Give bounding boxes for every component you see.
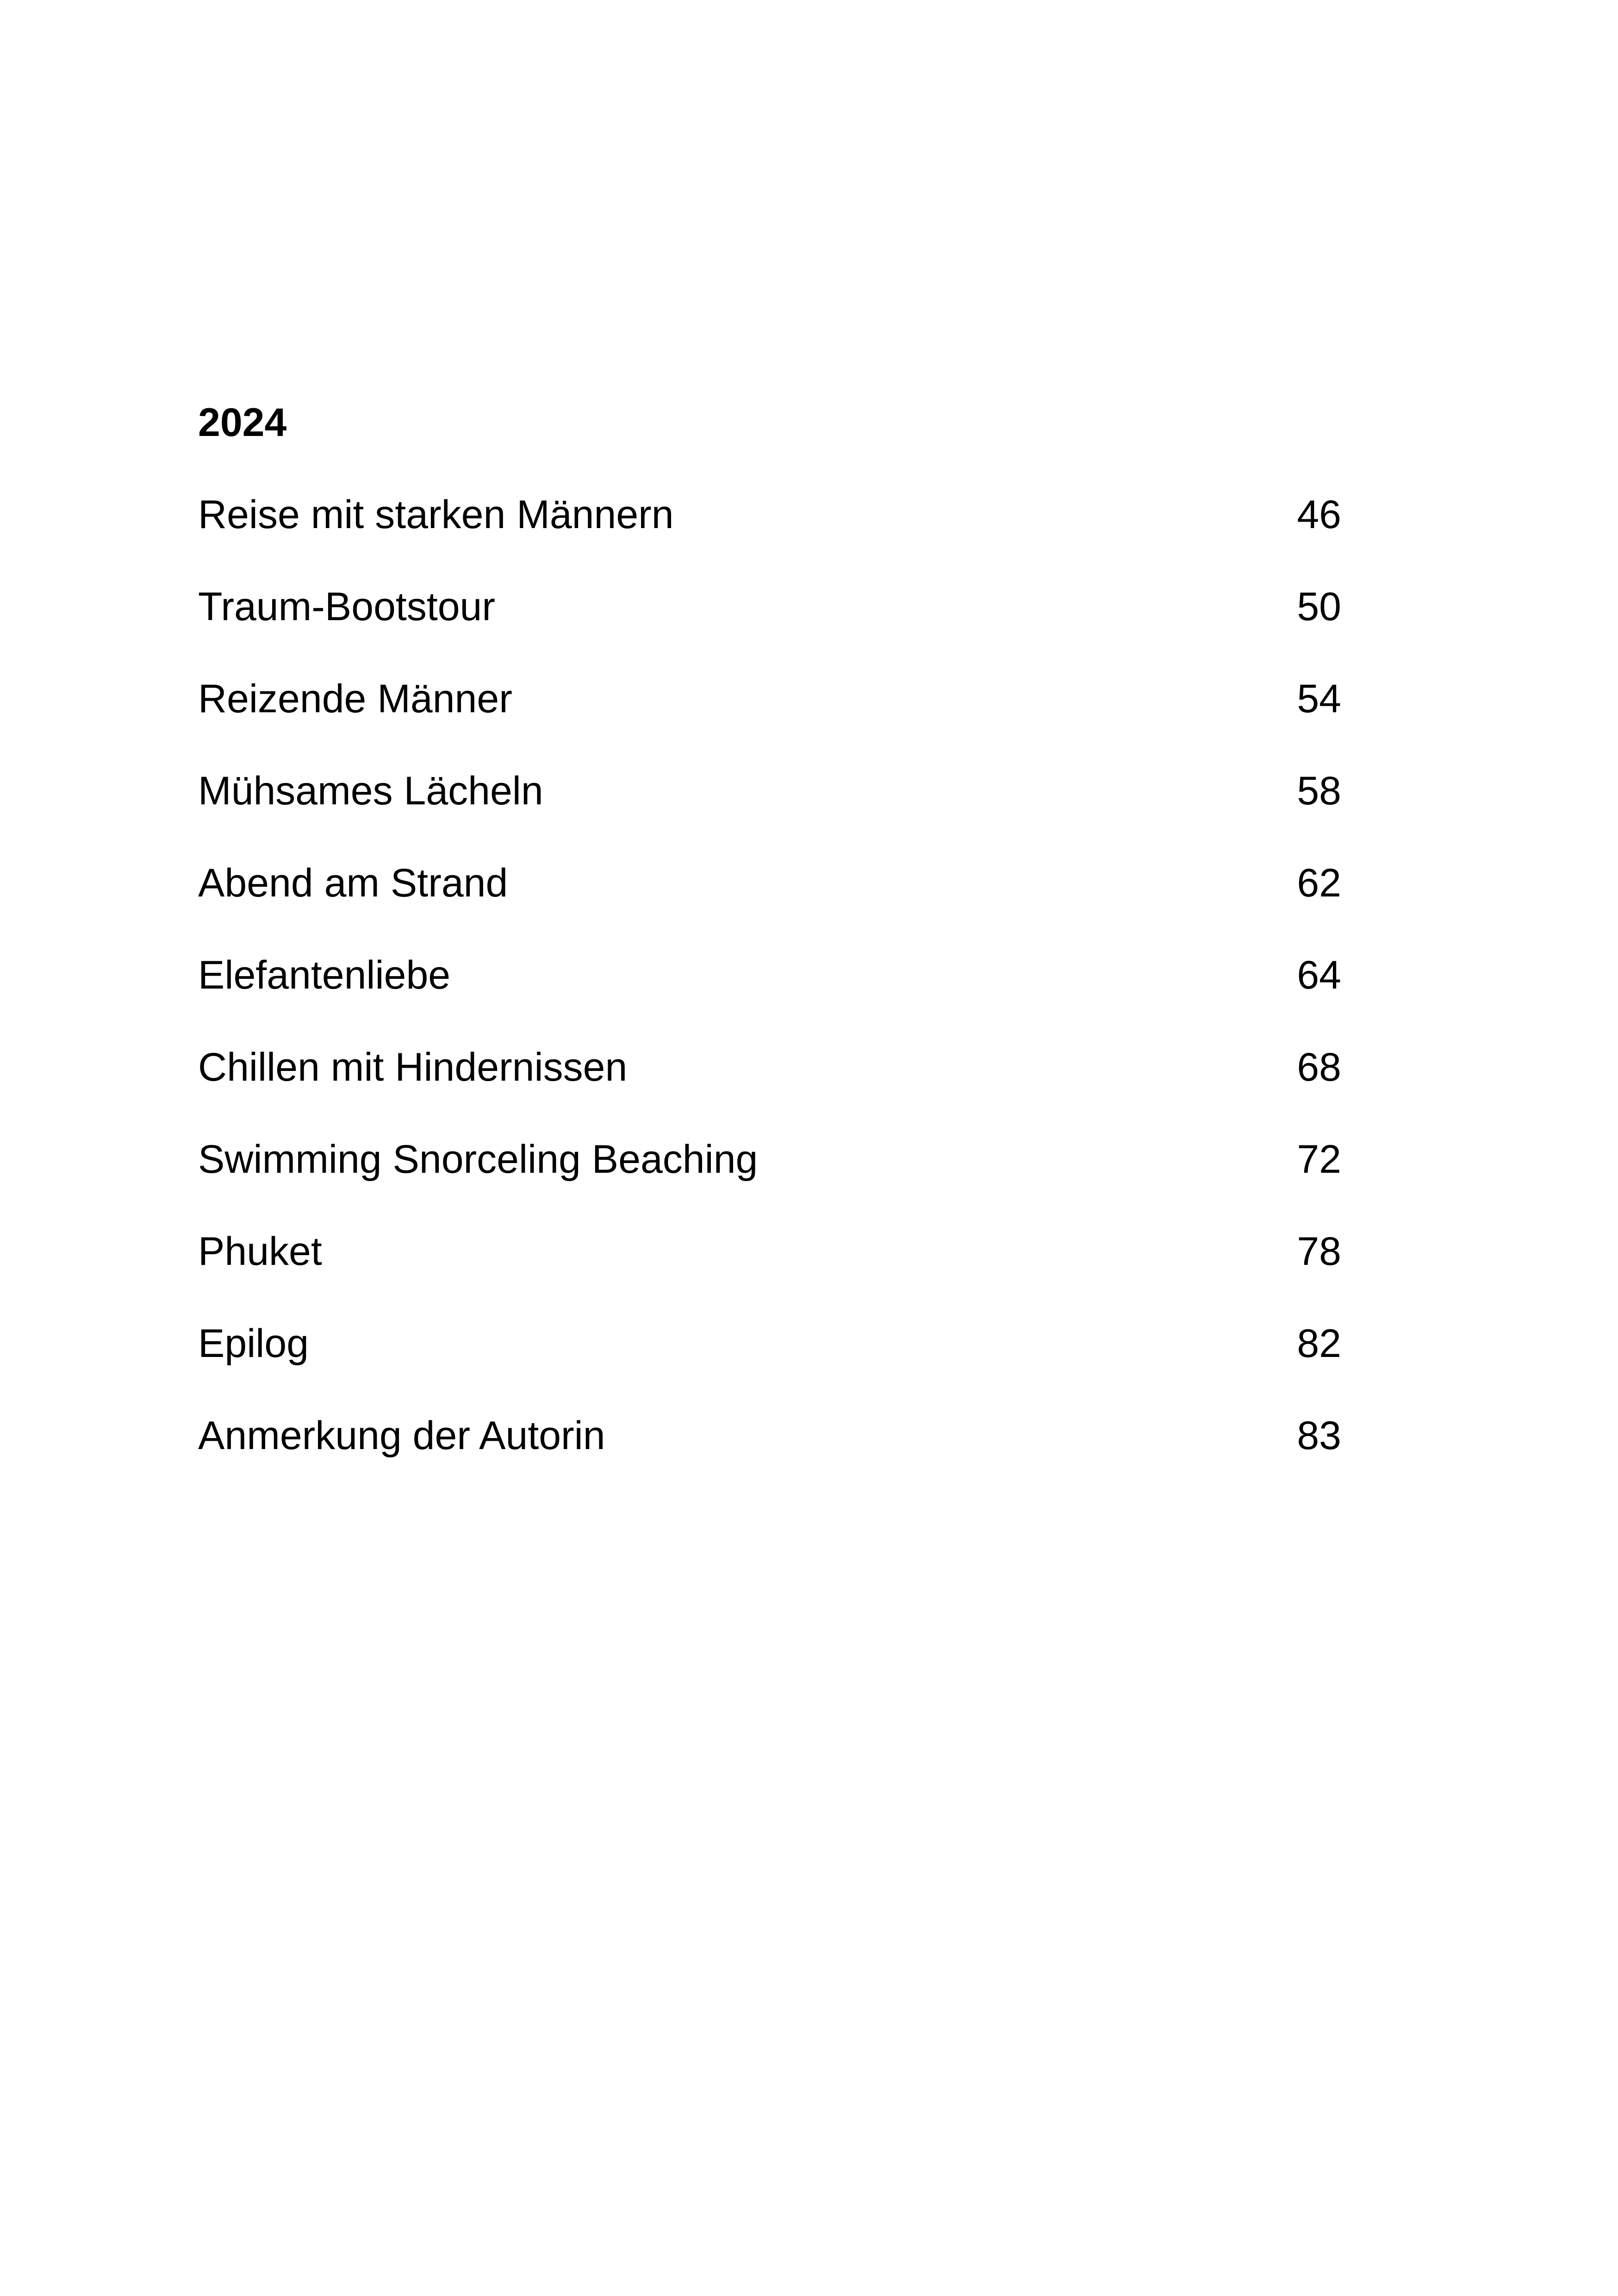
toc-entry — [198, 679, 1341, 771]
toc-entry — [198, 863, 1341, 955]
toc-entry-title: Chillen mit Hindernissen — [198, 1045, 628, 1089]
toc-entry-title: Mühsames Lächeln — [198, 769, 543, 813]
toc-entry — [198, 955, 1341, 1047]
toc-entry — [198, 1321, 1341, 1416]
toc-entry-list — [198, 492, 1341, 1508]
toc-entry-page-number: 54 — [1297, 677, 1341, 721]
toc-entry-title: Reizende Männer — [198, 677, 512, 721]
toc-entry-page-number: 46 — [1297, 492, 1341, 537]
toc-entry — [198, 1413, 1341, 1508]
toc-entry-page-number: 50 — [1297, 585, 1341, 629]
toc-entry-title: Epilog — [198, 1321, 309, 1366]
toc-entry-page-number: 68 — [1297, 1045, 1341, 1089]
toc-entry-page-number: 72 — [1297, 1137, 1341, 1182]
toc-entry-title: Phuket — [198, 1229, 322, 1274]
toc-entry — [198, 1047, 1341, 1139]
toc-entry-title: Reise mit starken Männern — [198, 492, 674, 537]
toc-entry — [198, 1139, 1341, 1232]
table-of-contents — [198, 400, 1341, 1508]
toc-entry-title: Swimming Snorceling Beaching — [198, 1137, 758, 1182]
toc-entry-title: Traum-Bootstour — [198, 585, 496, 629]
toc-entry-page-number: 82 — [1297, 1321, 1341, 1366]
toc-entry-title: Abend am Strand — [198, 861, 508, 905]
toc-entry-title: Anmerkung der Autorin — [198, 1413, 605, 1458]
toc-entry-page-number: 78 — [1297, 1229, 1341, 1274]
toc-entry-page-number: 64 — [1297, 953, 1341, 997]
toc-entry — [198, 587, 1341, 679]
toc-entry — [198, 492, 1341, 587]
toc-entry — [198, 1229, 1341, 1324]
toc-entry-title: Elefantenliebe — [198, 953, 451, 997]
toc-entry-page-number: 83 — [1297, 1413, 1341, 1458]
section-heading: 2024 — [198, 400, 287, 445]
toc-entry-page-number: 58 — [1297, 769, 1341, 813]
toc-entry-page-number: 62 — [1297, 861, 1341, 905]
toc-entry — [198, 771, 1341, 863]
